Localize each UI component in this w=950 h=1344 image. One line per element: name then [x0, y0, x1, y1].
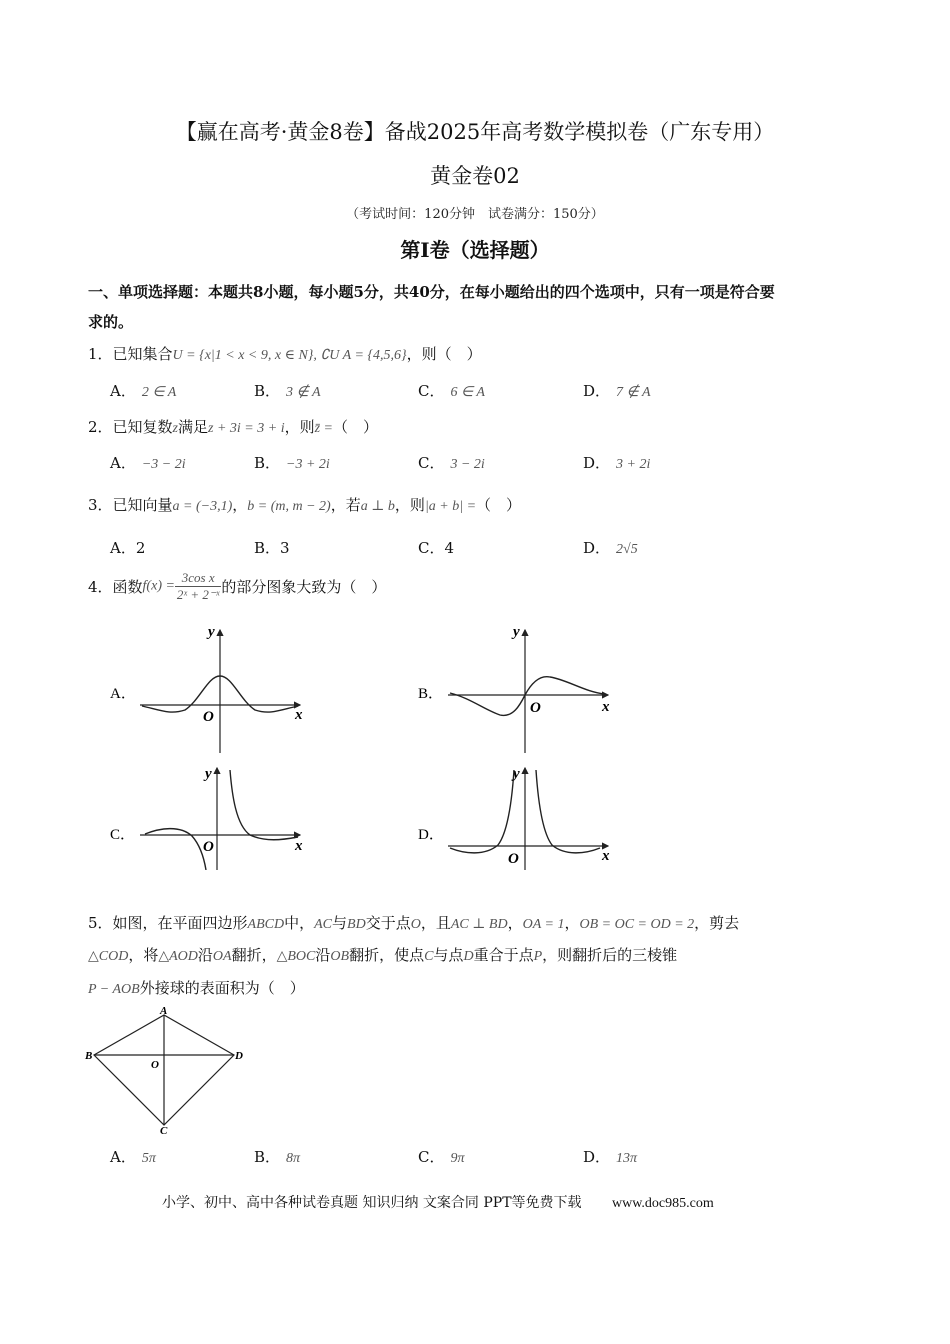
option-value: −3 − 2i — [141, 457, 186, 472]
q3-if: ，若 — [330, 496, 361, 514]
question-5-line2 — [88, 944, 677, 965]
y-label: y — [205, 766, 212, 782]
option-label: A． — [110, 454, 136, 472]
option-value: 3 ∉ A — [286, 385, 321, 400]
origin-label: O — [508, 851, 519, 867]
q5-math: O — [410, 917, 421, 932]
question-2 — [88, 416, 378, 437]
q5-text: 与点 — [433, 946, 464, 964]
option-label: D． — [583, 382, 611, 400]
option-label: D． — [583, 539, 611, 557]
graph-c[interactable] — [110, 766, 303, 870]
q5-math: OB — [330, 949, 350, 964]
q4-prefix: 4．函数 — [88, 578, 143, 596]
q4-fx: f(x) = — [142, 578, 175, 594]
x-label: x — [602, 848, 610, 864]
q1-option-c[interactable] — [418, 380, 485, 401]
graph-d[interactable] — [418, 766, 610, 870]
q5-math: BD — [347, 917, 366, 932]
curve-left — [450, 770, 514, 853]
q2-option-b[interactable] — [254, 452, 330, 473]
option-label: C． — [418, 382, 445, 400]
q5-option-b[interactable] — [254, 1146, 300, 1167]
q5-text: ，剪去 — [694, 914, 740, 932]
y-label: y — [208, 624, 215, 640]
q3-perp: a ⊥ b — [360, 499, 395, 514]
option-value: 3 — [280, 539, 290, 557]
q5-text: 中， — [284, 914, 315, 932]
graph-c-label: C． — [110, 827, 136, 843]
option-value: 13π — [616, 1151, 638, 1166]
question-1 — [88, 343, 482, 364]
curve-right — [536, 770, 600, 853]
origin-label: O — [203, 709, 214, 725]
graph-b[interactable] — [418, 624, 610, 753]
q3-vector-b: b = (m, m − 2) — [247, 499, 331, 514]
q3-suffix: （ ） — [476, 496, 522, 514]
graph-a[interactable] — [110, 624, 303, 753]
option-value: 3 − 2i — [450, 457, 485, 472]
q3-option-c[interactable] — [418, 537, 454, 558]
q2-zbar: z̄ = — [314, 421, 334, 436]
origin-label: O — [530, 700, 541, 716]
q5-text: 翻折， — [231, 946, 277, 964]
y-label: y — [513, 766, 520, 782]
q2-option-c[interactable] — [418, 452, 485, 473]
footer — [162, 1192, 714, 1212]
option-label: B． — [254, 1148, 281, 1166]
q5-math: D — [463, 949, 474, 964]
question-5-line3 — [88, 977, 305, 998]
option-value: 3 + 2i — [616, 457, 651, 472]
option-label: D． — [583, 1148, 611, 1166]
q4-suffix: 的部分图象大致为（ ） — [221, 578, 387, 596]
option-value: 5π — [141, 1151, 156, 1166]
q5-math: OA — [212, 949, 232, 964]
origin-label: O — [203, 839, 214, 855]
q2-option-a[interactable] — [110, 452, 186, 473]
q5-math: △BOC — [276, 949, 316, 964]
option-value: 6 ∈ A — [450, 385, 485, 400]
q5-text: 交于点 — [365, 914, 411, 932]
q2-option-d[interactable] — [583, 452, 650, 473]
graph-b-label: B． — [418, 686, 444, 702]
section-title: 第I卷（选择题） — [400, 238, 550, 262]
curve — [450, 677, 605, 716]
q3-prefix: 3．已知向量 — [88, 496, 173, 514]
vertex-a-label: A — [160, 1005, 168, 1017]
q5-text: 与 — [332, 914, 348, 932]
q5-math: △COD — [88, 949, 129, 964]
q1-option-d[interactable] — [583, 380, 651, 401]
q5-option-c[interactable] — [418, 1146, 465, 1167]
q5-text: 沿 — [197, 946, 213, 964]
q4-denominator: 2ˣ + 2⁻ˣ — [176, 587, 220, 602]
option-label: A． — [110, 382, 136, 400]
q2-prefix: 2．已知复数 — [88, 418, 173, 436]
q5-text: ， — [564, 914, 580, 932]
option-label: B． — [254, 382, 281, 400]
q1-math: U = {x|1 < x < 9, x ∈ N}, ∁U A = {4,5,6} — [172, 348, 407, 363]
q5-text: 沿 — [315, 946, 331, 964]
option-value: 7 ∉ A — [616, 385, 651, 400]
q4-numerator: 3cos x — [175, 570, 221, 587]
q3-abs: |a + b| = — [424, 499, 477, 514]
option-label: C． — [418, 1148, 445, 1166]
y-label: y — [513, 624, 520, 640]
option-value: 2 — [135, 539, 146, 557]
paper-subtitle: 黄金卷02 — [430, 164, 520, 188]
q3-option-d[interactable] — [583, 537, 638, 558]
q2-mid: 满足 — [178, 418, 209, 436]
q5-text: 5．如图，在平面四边形 — [88, 914, 248, 932]
option-value: 9π — [450, 1151, 465, 1166]
q5-math: OB = OC = OD = 2 — [579, 917, 695, 932]
option-value: 4 — [444, 539, 455, 557]
option-value: 2 ∈ A — [141, 385, 177, 400]
footer-url[interactable]: www.doc985.com — [611, 1196, 714, 1211]
question-4 — [88, 570, 386, 603]
x-label: x — [295, 838, 303, 854]
q5-math: ABCD — [247, 917, 285, 932]
q5-math: AC — [314, 917, 333, 932]
option-label: C． — [418, 539, 445, 557]
q5-quadrilateral-figure — [82, 1005, 262, 1135]
footer-text: 小学、初中、高中各种试卷真题 知识归纳 文案合同 PPT等免费下载 — [162, 1195, 582, 1211]
question-5-line1 — [88, 912, 739, 933]
q5-math: P − AOB — [88, 982, 140, 997]
q5-math: P — [533, 949, 543, 964]
q5-option-d[interactable] — [583, 1146, 637, 1167]
option-label: D． — [583, 454, 611, 472]
option-label: C． — [418, 454, 445, 472]
q5-text: ， — [507, 914, 523, 932]
center-o-label: O — [151, 1059, 159, 1071]
q5-math: AC ⊥ BD — [450, 917, 508, 932]
q3-option-a[interactable] — [110, 537, 145, 558]
q2-suffix: （ ） — [333, 418, 379, 436]
option-value: 8π — [286, 1151, 301, 1166]
q2-math: z + 3i = 3 + i — [208, 421, 285, 436]
option-label: A． — [110, 1148, 136, 1166]
q3-then: ，则 — [394, 496, 425, 514]
q2-then: ，则 — [284, 418, 315, 436]
option-value: −3 + 2i — [286, 457, 330, 472]
vertex-d-label: D — [235, 1050, 243, 1062]
q5-text: ，且 — [420, 914, 451, 932]
q5-text: 外接球的表面积为（ ） — [139, 979, 305, 997]
vertex-c-label: C — [160, 1125, 168, 1135]
q1-option-a[interactable] — [110, 380, 176, 401]
q1-suffix: ，则（ ） — [406, 345, 482, 363]
instructions-line1: 一、单项选择题：本题共8小题，每小题5分，共40分，在每小题给出的四个选项中，只有一项是符合要 — [88, 283, 775, 301]
q1-option-b[interactable] — [254, 380, 321, 401]
option-value: 2√5 — [616, 542, 638, 557]
paper-title: 【赢在高考·黄金8卷】备战2025年高考数学模拟卷（广东专用） — [175, 120, 775, 144]
vertex-b-label: B — [85, 1050, 93, 1062]
q5-text: 翻折，使点 — [349, 946, 425, 964]
option-label: A． — [110, 539, 136, 557]
q5-math: OA = 1 — [522, 917, 565, 932]
q5-text: ，则翻折后的三棱锥 — [542, 946, 678, 964]
q5-option-a[interactable] — [110, 1146, 156, 1167]
q5-text: 重合于点 — [473, 946, 534, 964]
q4-fraction — [175, 570, 221, 603]
exam-info: （考试时间：120分钟 试卷满分：150分） — [346, 207, 604, 222]
q4-graphs — [100, 620, 640, 870]
q2-z: z — [172, 421, 178, 436]
x-label: x — [602, 699, 610, 715]
graph-a-label: A． — [110, 686, 136, 702]
curve-right — [230, 770, 298, 840]
q3-option-b[interactable] — [254, 537, 290, 558]
option-label: B． — [254, 454, 281, 472]
q3-vector-a: a = (−3,1) — [172, 499, 233, 514]
x-label: x — [295, 707, 303, 723]
instructions-line2: 求的。 — [88, 313, 134, 331]
q5-math: △AOD — [158, 949, 198, 964]
graph-d-label: D． — [418, 827, 444, 843]
question-3: 3．已知向量a = (−3,1)，b = (m, m − 2)，若a ⊥ b，则|a + b| =（ ） — [88, 496, 522, 514]
q5-math: C — [424, 949, 434, 964]
q1-prefix: 1．已知集合 — [88, 345, 173, 363]
q5-text: ，将 — [128, 946, 159, 964]
option-label: B． — [254, 539, 281, 557]
